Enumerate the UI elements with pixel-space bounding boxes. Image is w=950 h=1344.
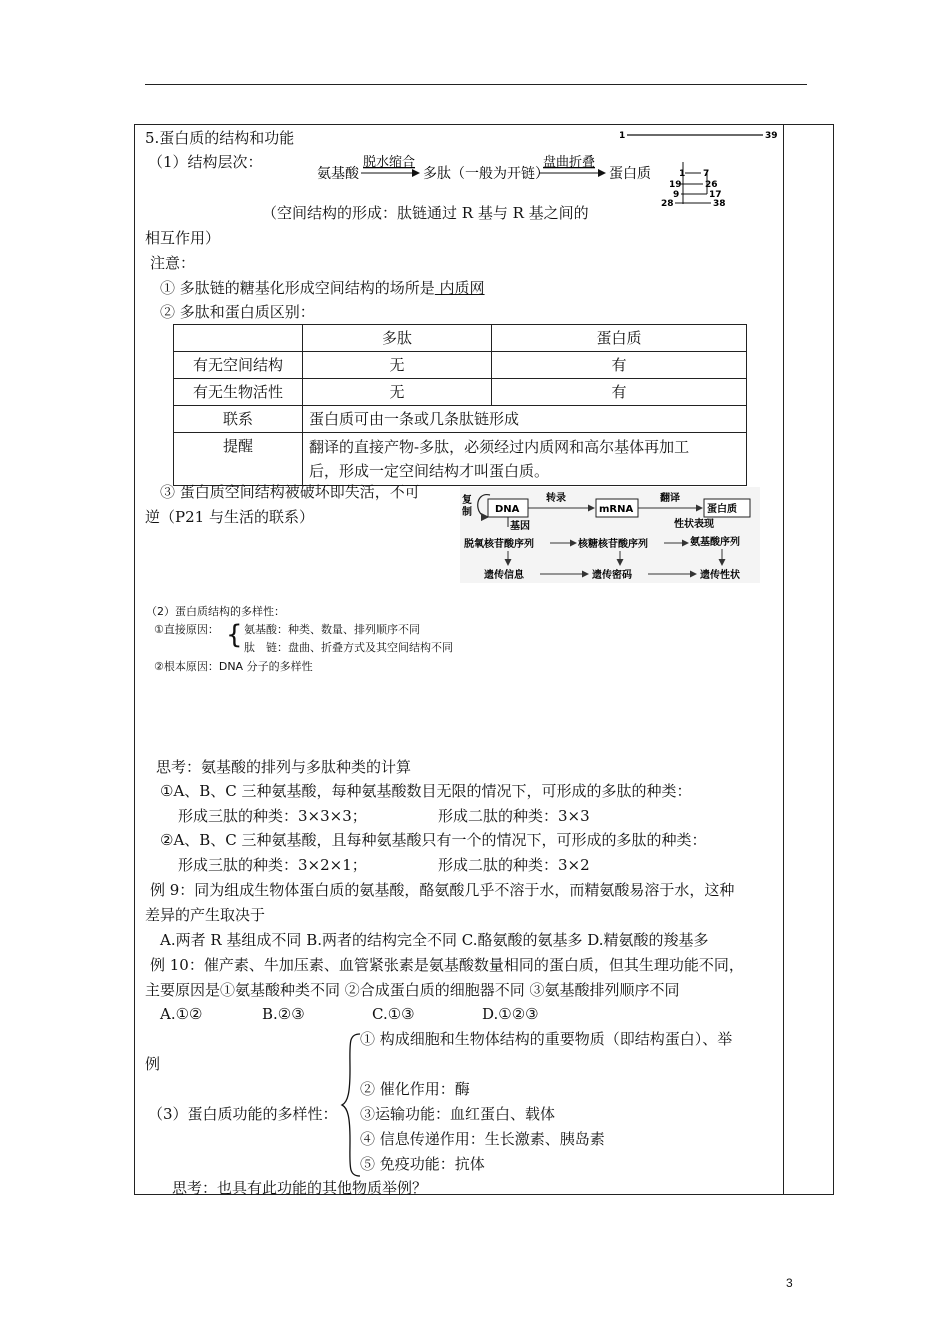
fold-n1: 1 <box>619 131 626 141</box>
structure-label: （1）结构层次： <box>148 153 263 171</box>
note-1-answer: 内质网 <box>434 279 485 297</box>
function-f2: ② 催化作用：酶 <box>360 1080 470 1098</box>
flow-amino-acid: 氨基酸 <box>317 166 359 182</box>
note-1 <box>160 278 485 298</box>
margin-column-divider <box>783 124 784 1195</box>
think1-q1-di: 形成二肽的种类：3×3 <box>438 807 590 825</box>
genetic-trait-label: 遗传性状 <box>700 570 740 581</box>
header-rule <box>145 84 807 85</box>
diversity-brace: { <box>226 620 243 650</box>
translate-label: 翻译 <box>660 493 680 504</box>
tip-line-2: 后，形成一定空间结构才叫蛋白质。 <box>309 462 550 480</box>
diversity-root: ②根本原因：DNA 分子的多样性 <box>154 660 313 673</box>
table-header-cell <box>174 325 303 352</box>
function-f4: ④ 信息传递作用：生长激素、胰岛素 <box>360 1130 605 1148</box>
transcribe-label: 转录 <box>546 493 566 504</box>
fold-r1b: 7 <box>703 169 710 179</box>
table-row <box>174 433 747 486</box>
ex9-line-1: 例 9：同为组成生物体蛋白质的氨基酸，酪氨酸几乎不溶于水，而精氨酸易溶于水，这种 <box>150 881 735 899</box>
diversity-direct-b: 肽 链：盘曲、折叠方式及其空间结构不同 <box>244 641 453 654</box>
table-cell: 有 <box>492 379 747 406</box>
replicate-label-1: 复 <box>462 495 472 506</box>
function-f5: ⑤ 免疫功能：抗体 <box>360 1155 485 1173</box>
deoxy-seq-label: 脱氧核苷酸序列 <box>464 539 534 550</box>
fold-r2a: 19 <box>669 180 682 190</box>
ex10-line-2: 主要原因是①氨基酸种类不同 ②合成蛋白质的细胞器不同 ③氨基酸排列顺序不同 <box>145 981 680 999</box>
table-row <box>174 352 747 379</box>
function-f1-cont: 例 <box>145 1055 161 1073</box>
fold-r3b: 17 <box>709 190 722 200</box>
table-cell: 无 <box>303 379 492 406</box>
diversity-direct: ①直接原因： <box>154 623 219 636</box>
fold-r3a: 9 <box>673 190 680 200</box>
table-row <box>174 379 747 406</box>
ex10-option-b: B.②③ <box>262 1005 305 1023</box>
table-cell-link-label: 联系 <box>174 406 303 433</box>
table-header-cell: 多肽 <box>303 325 492 352</box>
ex10-option-d: D.①②③ <box>482 1005 539 1023</box>
fold-r2b: 26 <box>705 180 718 190</box>
protein-label: 蛋白质 <box>707 504 737 515</box>
function-label: （3）蛋白质功能的多样性： <box>148 1105 338 1123</box>
fold-r4a: 28 <box>661 199 674 209</box>
flow-step2-label: 盘曲折叠 <box>543 155 596 170</box>
structure-flow-diagram <box>315 148 655 188</box>
dna-label: DNA <box>495 504 520 515</box>
flow-step1-label: 脱水缩合 <box>363 155 416 170</box>
diversity-title: （2）蛋白质结构的多样性： <box>146 605 285 618</box>
ex9-options: A.两者 R 基组成不同 B.两者的结构完全不同 C.酪氨酸的氨基多 D.精氨酸的羧基多 <box>160 931 709 949</box>
think1-q2: ②A、B、C 三种氨基酸，且每种氨基酸只有一个的情况下，可形成的多肽的种类： <box>160 831 707 849</box>
central-dogma-diagram <box>460 487 760 583</box>
think1-title: 思考：氨基酸的排列与多肽种类的计算 <box>156 758 412 776</box>
note-2: ② 多肽和蛋白质区别： <box>160 303 315 321</box>
table-cell: 无 <box>303 352 492 379</box>
think1-q1: ①A、B、C 三种氨基酸，每种氨基酸数目无限的情况下，可形成的多肽的种类： <box>160 782 692 800</box>
note-1-prefix: ① 多肽链的糖基化形成空间结构的场所是 <box>160 279 435 297</box>
table-cell: 有无空间结构 <box>174 352 303 379</box>
ex10-option-a: A.①② <box>160 1005 203 1023</box>
think1-q2-di: 形成二肽的种类：3×2 <box>438 856 590 874</box>
ex9-line-2: 差异的产生取决于 <box>145 906 266 924</box>
table-cell-tip-label: 提醒 <box>174 433 303 486</box>
flow-protein: 蛋白质 <box>609 166 651 182</box>
tip-line-1: 翻译的直接产物-多肽，必须经过内质网和高尔基体再加工 <box>309 438 690 456</box>
note-3-line-1: ③ 蛋白质空间结构被破坏即失活，不可 <box>160 483 420 501</box>
table-cell-tip-text <box>303 433 747 486</box>
ribo-seq-label: 核糖核苷酸序列 <box>578 539 648 550</box>
flow-polypeptide: 多肽（一般为开链） <box>423 166 549 182</box>
aa-seq-label: 氨基酸序列 <box>690 537 740 548</box>
spatial-note-1: （空间结构的形成：肽链通过 R 基与 R 基之间的 <box>262 204 589 222</box>
spatial-note-2: 相互作用） <box>145 229 221 247</box>
polypeptide-protein-table <box>173 324 747 486</box>
note-3-line-2: 逆（P21 与生活的联系） <box>145 508 314 526</box>
think1-q1-tri: 形成三肽的种类：3×3×3； <box>178 807 367 825</box>
think1-q2-tri: 形成三肽的种类：3×2×1； <box>178 856 367 874</box>
table-cell: 有 <box>492 352 747 379</box>
table-header-cell: 蛋白质 <box>492 325 747 352</box>
page-number: 3 <box>786 1276 793 1290</box>
ex10-option-c: C.①③ <box>372 1005 415 1023</box>
replicate-label-2: 制 <box>462 507 472 518</box>
fold-n39: 39 <box>765 131 778 141</box>
folding-diagram <box>615 126 783 212</box>
mrna-label: mRNA <box>599 504 634 515</box>
table-cell: 有无生物活性 <box>174 379 303 406</box>
table-row <box>174 406 747 433</box>
table-header-row <box>174 325 747 352</box>
trait-label: 性状表现 <box>674 519 714 530</box>
fold-r4b: 38 <box>713 199 726 209</box>
diversity-direct-a: 氨基酸：种类、数量、排列顺序不同 <box>244 623 420 636</box>
genetic-info-label: 遗传信息 <box>484 570 524 581</box>
fold-r1a: 1 <box>679 169 686 179</box>
table-cell-link-text: 蛋白质可由一条或几条肽链形成 <box>303 406 747 433</box>
function-f1: ① 构成细胞和生物体结构的重要物质（即结构蛋白）、举 <box>360 1030 733 1048</box>
section-title: 5.蛋白质的结构和功能 <box>145 129 295 147</box>
genetic-code-label: 遗传密码 <box>592 570 632 581</box>
note-label: 注意： <box>150 254 196 272</box>
gene-label: 基因 <box>510 521 530 532</box>
function-think: 思考：也具有此功能的其他物质举例？ <box>172 1179 428 1197</box>
function-f3: ③运输功能：血红蛋白、载体 <box>360 1105 556 1123</box>
ex10-line-1: 例 10：催产素、牛加压素、血管紧张素是氨基酸数量相同的蛋白质，但其生理功能不同， <box>150 956 744 974</box>
